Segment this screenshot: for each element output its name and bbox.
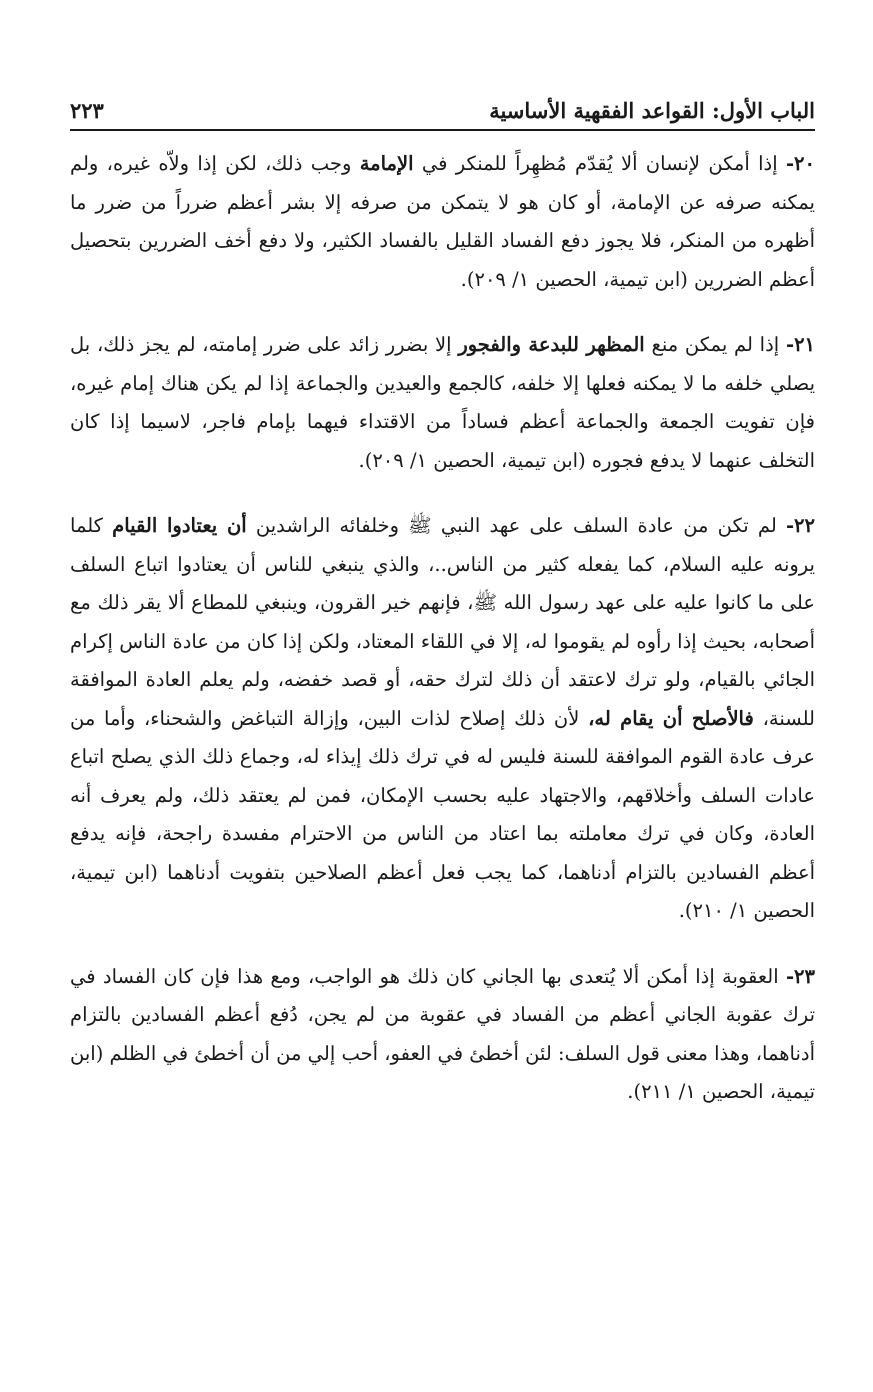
page-body [70, 145, 815, 1112]
rule-paragraph [70, 326, 815, 480]
rule-number: ٢٢- [785, 514, 815, 537]
paragraph-text: لم تكن من عادة السلف على عهد النبي ﷺ وخلفائه الراشدين [246, 514, 786, 537]
rule-number: ٢٣- [785, 964, 815, 988]
chapter-title: الباب الأول: القواعد الفقهية الأساسية [489, 98, 815, 123]
rule-number: ٢٠- [785, 152, 815, 175]
emphasized-text: الإمامة [359, 152, 414, 175]
rule-paragraph [70, 507, 815, 931]
paragraph-text: إذا أمكن لإنسان ألا يُقدّم مُظهِراً للمنكر في [413, 152, 786, 175]
paragraph-text: لأن ذلك إصلاح لذات البين، وإزالة التباغض والشحناء، وأما من عرف عادة القوم الموافقة للسنة فليس له في ترك ذلك إيذاء له، وجماع ذلك الذي يصلح اتباع عادات السلف وأخلاقهم، والاجتهاد عليه بحسب الإمكان، فمن لم يعتقد ذلك، ولم يعرف أنه العادة، وكان في ترك معاملته بما اعتاد من الناس من الاحترام مفسدة راجحة، فإنه يدفع أعظم الفسادين بالتزام أدناهما، كما يجب فعل أعظم الصلاحين بتفويت أدناهما (ابن تيمية، الحصين ١/ ٢١٠). [70, 706, 815, 922]
paragraph-text: وجب ذلك، لكن إذا ولاّه غيره، ولم يمكنه صرفه عن الإمامة، أو كان هو لا يتمكن من صرفه إلا بشر أعظم ضرراً من ضرر ما أظهره من المنكر، فلا يجوز دفع الفساد القليل بالفساد الكثير، ولا دفع أخف الضررين بتحصيل أعظم الضررين (ابن تيمية، الحصين ١/ ٢٠٩). [70, 152, 815, 291]
page-number: ٢٢٣ [70, 98, 104, 123]
emphasized-text: المظهر للبدعة والفجور [458, 333, 645, 356]
emphasized-text: أن يعتادوا القيام [112, 514, 247, 537]
emphasized-text: فالأصلح أن يقام له، [588, 706, 754, 730]
paragraph-text: إذا لم يمكن منع [644, 333, 786, 356]
book-page [70, 98, 815, 1358]
rule-number: ٢١- [785, 333, 816, 356]
running-header [70, 98, 815, 131]
paragraph-text: إلا بضرر زائد على ضرر إمامته، لم يجز ذلك، بل يصلي خلفه ما لا يمكنه فعلها إلا خلفه، كالجمع والعيدين والجماعة إذا لم يكن هناك إمام غيره، فإن تفويت الجمعة والجماعة أعظم فساداً من الاقتداء فيهما بإمام فاجر، لاسيما إذا كان التخلف عنهما لا يدفع فجوره (ابن تيمية، الحصين ١/ ٢٠٩). [70, 333, 815, 472]
paragraph-text: العقوبة إذا أمكن ألا يُتعدى بها الجاني كان ذلك هو الواجب، ومع هذا فإن كان الفساد في ترك عقوبة الجاني أعظم من الفساد في عقوبة من لم يجن، دُفع أعظم الفسادين بالتزام أدناهما، وهذا معنى قول السلف: لئن أخطئ في العفو، أحب إلي من أن أخطئ في الظلم (ابن تيمية، الحصين ١/ ٢١١). [70, 964, 815, 1103]
rule-paragraph [70, 958, 815, 1112]
rule-paragraph [70, 145, 815, 299]
paragraph-text: كلما يرونه عليه السلام، كما يفعله كثير من الناس..، والذي ينبغي للناس أن يعتادوا اتباع السلف على ما كانوا عليه على عهد رسول الله ﷺ، فإنهم خير القرون، وينبغي للمطاع ألا يقر ذلك مع أصحابه، بحيث إذا رأوه لم يقوموا له، إلا في اللقاء المعتاد، ولكن إذا كان من عادة الناس إكرام الجائي بالقيام، ولو ترك لاعتقد أن ذلك لترك حقه، أو قصد خفضه، ولم يعلم العادة الموافقة للسنة، [70, 514, 815, 730]
